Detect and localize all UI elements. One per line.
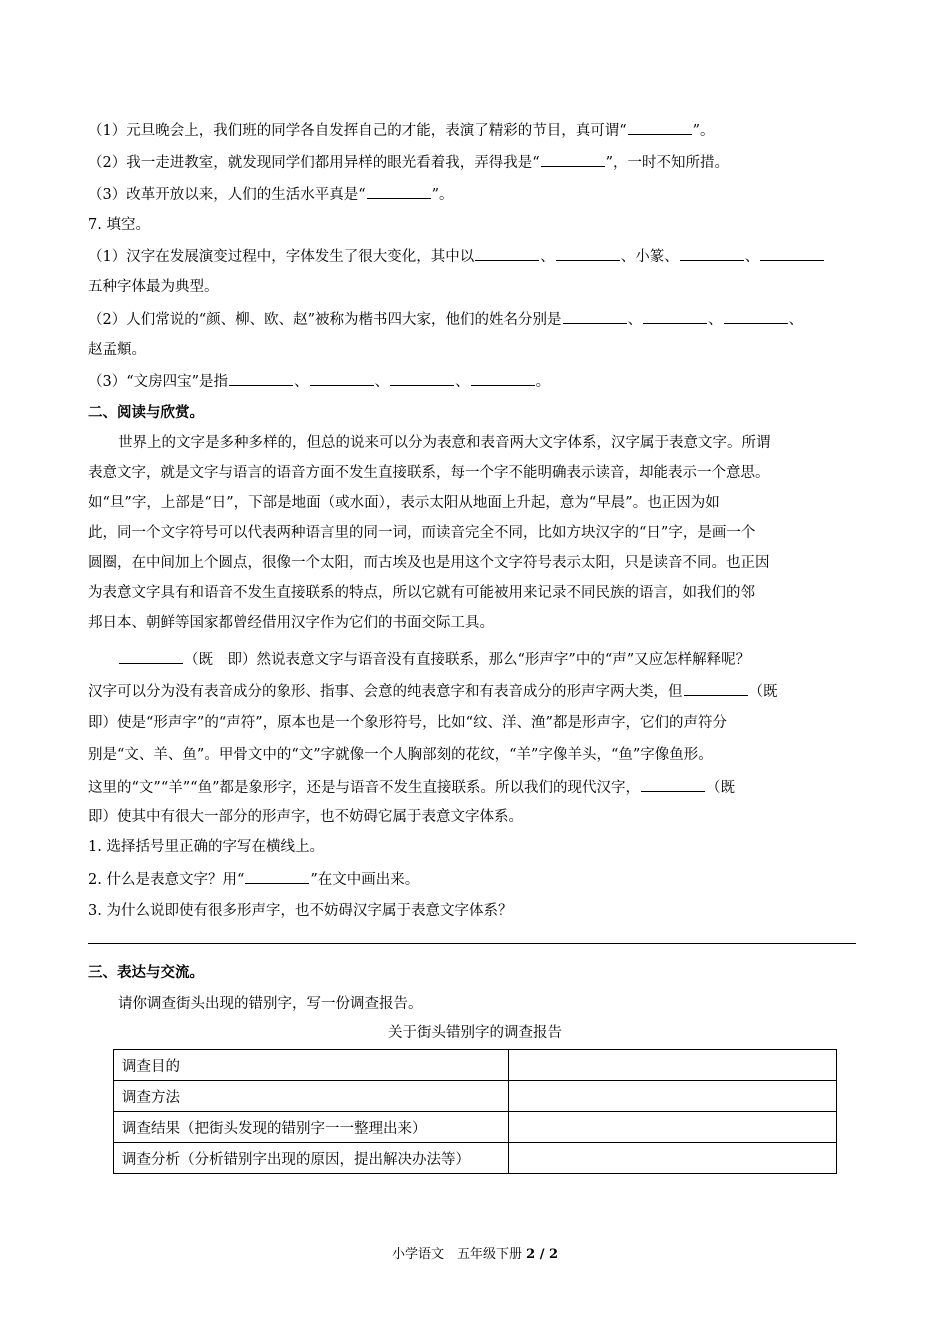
q6-item-3-text: （3）改革开放以来，人们的生活水平真是“ — [88, 187, 366, 203]
passage-line: 世界上的文字是多种多样的，但总的说来可以分为表意和表音两大文字体系，汉字属于表意文字。所谓 — [118, 435, 771, 451]
q7-item-1-text: （1）汉字在发展演变过程中，字体发生了很大变化，其中以 — [88, 249, 475, 265]
question-2 — [88, 868, 419, 891]
row-label: 调查方法 — [114, 1081, 509, 1112]
section-3-instruction: 请你调查街头出现的错别字，写一份调查报告。 — [118, 996, 423, 1012]
passage-text: （既 — [748, 684, 778, 700]
answer-blank[interactable] — [367, 183, 431, 199]
q7-item-2-text: （2）人们常说的“颜、柳、欧、赵”被称为楷书四大家，他们的姓名分别是 — [88, 312, 562, 328]
separator: 、 — [294, 374, 309, 390]
passage-line: 即）使是“形声字”的“声符”，原本也是一个象形符号，比如“纹、洋、渔”都是形声字，它们的声符分 — [88, 715, 727, 731]
question-2-end: ”在文中画出来。 — [310, 872, 420, 888]
answer-blank[interactable] — [541, 151, 605, 167]
answer-cell[interactable] — [509, 1112, 837, 1143]
separator: 、 — [374, 374, 390, 390]
separator: 、 — [744, 249, 760, 265]
separator: 、 — [540, 249, 555, 265]
row-label: 调查分析（分析错别字出现的原因，提出解决办法等） — [114, 1143, 509, 1174]
answer-cell[interactable] — [509, 1143, 837, 1174]
q6-item-2-text: （2）我一走进教室，就发现同学们都用异样的眼光看着我，弄得我是“ — [88, 155, 540, 171]
q6-item-2 — [88, 151, 729, 174]
separator: 、 — [788, 312, 804, 328]
question-2-text: 2. 什么是表意文字？用“ — [88, 872, 245, 888]
survey-report-table — [113, 1049, 837, 1174]
q6-item-3-end: ”。 — [431, 187, 454, 203]
answer-blank[interactable] — [760, 245, 824, 261]
passage-line: 即）使其中有很大一部分的形声字，也不妨碍它属于表意文字体系。 — [88, 809, 523, 825]
table-row — [114, 1081, 837, 1112]
page-footer — [0, 1243, 950, 1262]
answer-blank[interactable] — [229, 370, 293, 386]
q7-item-3-text: （3）“文房四宝”是指 — [88, 374, 229, 390]
separator: 、 — [455, 374, 470, 390]
question-1: 1. 选择括号里正确的字写在横线上。 — [88, 839, 324, 855]
passage-text: （既 即）然说表意文字与语音没有直接联系，那么“形声字”中的“声”又应怎样解释呢？ — [184, 652, 751, 668]
q7-item-3 — [88, 370, 550, 393]
answer-blank[interactable] — [628, 119, 692, 135]
passage-line: 表意文字，就是文字与语言的语音方面不发生直接联系，每一个字不能明确表示读音，却能表示一个意思。 — [88, 465, 770, 481]
table-row — [114, 1143, 837, 1174]
passage-text: 这里的“文”“羊”“鱼”都是象形字，还是与语音不发生直接联系。所以我们的现代汉字， — [88, 780, 640, 796]
answer-blank[interactable] — [475, 245, 539, 261]
passage-line — [88, 776, 735, 799]
passage-line — [88, 680, 778, 703]
underline-mark — [245, 868, 309, 884]
passage-line: 为表意文字具有和语音不发生直接联系的特点，所以它就有可能被用来记录不同民族的语言，如我们的邻 — [88, 585, 755, 601]
answer-blank[interactable] — [471, 370, 535, 386]
passage-line: 如“旦”字，上部是“日”，下部是地面（或水面），表示太阳从地面上升起，意为“早晨”。也正因为如 — [88, 495, 720, 511]
section-3-heading: 三、表达与交流。 — [88, 964, 204, 981]
answer-blank[interactable] — [680, 245, 744, 261]
passage-line: 圆圈，在中间加上个圆点，很像一个太阳，而古埃及也是用这个文字符号表示太阳，只是读音不同。也正因 — [88, 555, 770, 571]
q7-item-1-cont: 五种字体最为典型。 — [88, 279, 219, 295]
passage-text: 汉字可以分为没有表音成分的象形、指事、会意的纯表意字和有表音成分的形声字两大类，但 — [88, 684, 683, 700]
passage-line — [118, 648, 750, 671]
answer-blank[interactable] — [643, 308, 707, 324]
q7-small-seal: 、小篆、 — [620, 249, 679, 265]
answer-blank[interactable] — [724, 308, 788, 324]
q6-item-2-end: ”，一时不知所措。 — [605, 155, 730, 171]
page-number: 2 / 2 — [526, 1247, 559, 1262]
separator: 、 — [708, 312, 723, 328]
q6-item-3 — [88, 183, 454, 206]
table-row — [114, 1050, 837, 1081]
answer-blank[interactable] — [556, 245, 620, 261]
answer-line[interactable] — [88, 943, 856, 944]
passage-line: 此，同一个文字符号可以代表两种语言里的同一词，而读音完全不同，比如方块汉字的“日”字，是画一个 — [88, 525, 756, 541]
q6-item-1-end: ”。 — [692, 123, 715, 139]
passage-line: 别是“文、羊、鱼”。甲骨文中的“文”字就像一个人胸部刻的花纹，“羊”字像羊头，“鱼”字像鱼形。 — [88, 747, 713, 763]
q6-item-1 — [88, 119, 715, 142]
q7-item-1 — [88, 245, 825, 268]
period: 。 — [535, 374, 551, 390]
answer-blank[interactable] — [563, 308, 627, 324]
q7-title: 7. 填空。 — [88, 217, 150, 233]
row-label: 调查目的 — [114, 1050, 509, 1081]
answer-blank[interactable] — [684, 680, 748, 696]
question-3: 3. 为什么说即使有很多形声字，也不妨碍汉字属于表意文字体系？ — [88, 903, 513, 919]
answer-blank[interactable] — [641, 776, 705, 792]
footer-text: 小学语文 五年级下册 — [391, 1247, 527, 1262]
answer-cell[interactable] — [509, 1081, 837, 1112]
answer-blank[interactable] — [310, 370, 374, 386]
answer-blank[interactable] — [390, 370, 454, 386]
q7-item-2 — [88, 308, 803, 331]
table-title: 关于街头错别字的调查报告 — [388, 1025, 562, 1041]
q6-item-1-text: （1）元旦晚会上，我们班的同学各自发挥自己的才能，表演了精彩的节目，真可谓“ — [88, 123, 627, 139]
passage-line: 邦日本、朝鲜等国家都曾经借用汉字作为它们的书面交际工具。 — [88, 615, 494, 631]
separator: 、 — [627, 312, 643, 328]
q7-item-2-cont: 赵孟頫。 — [88, 342, 146, 358]
section-2-heading: 二、阅读与欣赏。 — [88, 404, 204, 421]
table-row — [114, 1112, 837, 1143]
row-label: 调查结果（把街头发现的错别字一一整理出来） — [114, 1112, 509, 1143]
passage-text: （既 — [705, 780, 735, 796]
answer-blank[interactable] — [119, 648, 183, 664]
answer-cell[interactable] — [509, 1050, 837, 1081]
